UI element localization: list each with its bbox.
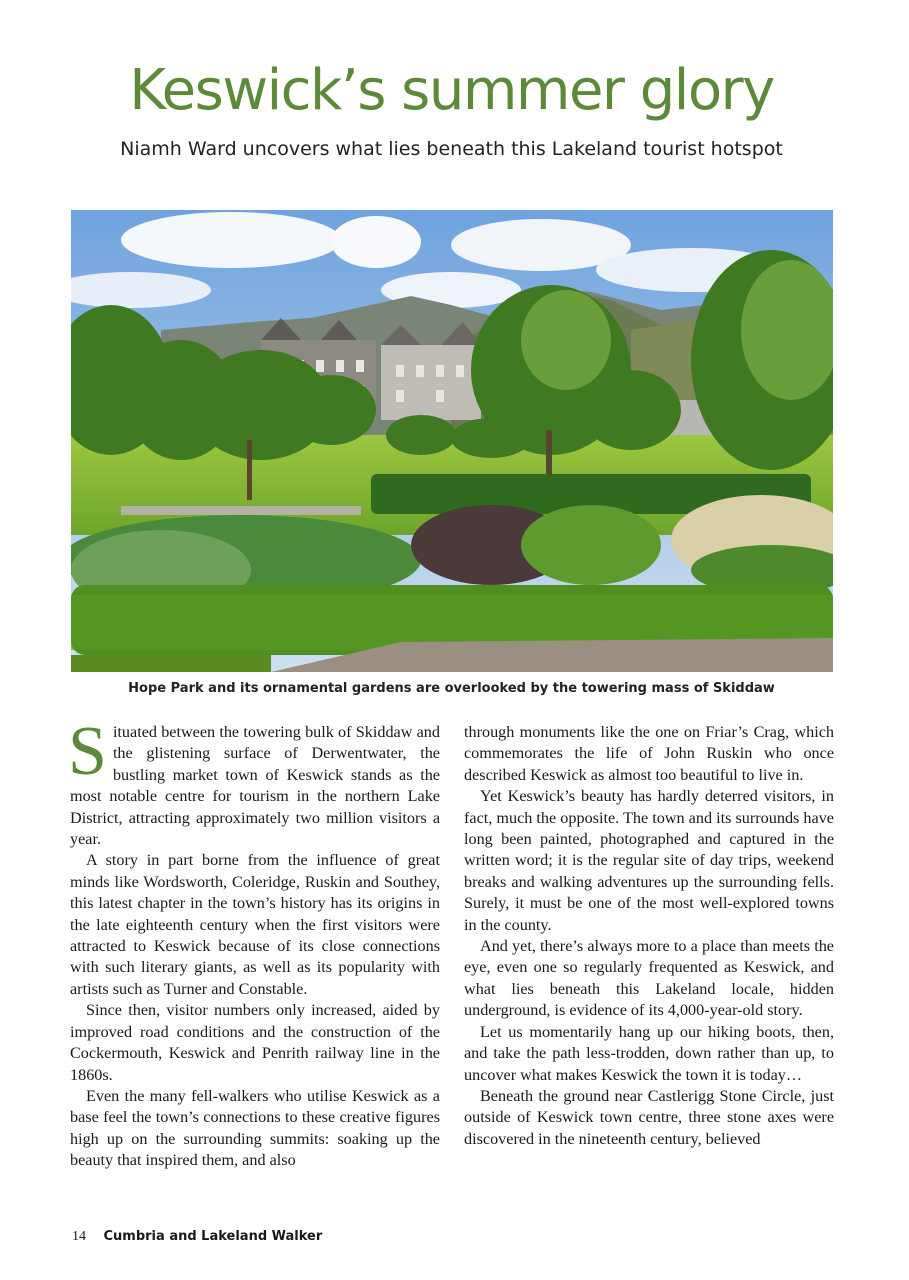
paragraph: through monuments like the one on Friar’s Crag, which commemorates the life of John Ruskin who once described Keswick as almost too beautiful to live in. <box>464 723 834 784</box>
paragraph: ituated between the towering bulk of Skiddaw and the glistening surface of Derwentwater, the bustling market town of Keswick stands as the most notable centre for tourism in the northern Lake District, attracting approximately two million visitors a year. <box>70 723 440 849</box>
article-subtitle: Niamh Ward uncovers what lies beneath this Lakeland tourist hotspot <box>120 138 783 160</box>
paragraph: Since then, visitor numbers only increased, aided by improved road conditions and the construction of the Cockermouth, Keswick and Penrith railway line in the 1860s. <box>70 1001 440 1084</box>
paragraph: Beneath the ground near Castlerigg Stone Circle, just outside of Keswick town centre, three stone axes were discovered in the nineteenth century, believed <box>464 1086 834 1148</box>
article-title: Keswick’s summer glory <box>129 58 774 123</box>
drop-cap: S <box>68 713 107 790</box>
paragraph: A story in part borne from the influence of great minds like Wordsworth, Coleridge, Ruskin and Southey, this latest chapter in the town’s history has its origins in the late eighteenth century when the first visitors were attracted to Keswick because of its close connections with such literary giants, as well as its popularity with artists such as Turner and Constable. <box>70 851 440 998</box>
article-column-left <box>68 713 440 1172</box>
page-footer <box>72 1229 322 1245</box>
hero-photo <box>71 210 833 672</box>
paragraph: Let us momentarily hang up our hiking boots, then, and take the path less-trodden, down rather than up, to uncover what makes Keswick the town it is today… <box>464 1022 834 1084</box>
photo-caption: Hope Park and its ornamental gardens are overlooked by the towering mass of Skiddaw <box>128 681 775 696</box>
paragraph: Even the many fell-walkers who utilise Keswick as a base feel the town’s connections to these creative figures high up on the surrounding summits: soaking up the beauty that inspired them, and also <box>70 1086 440 1170</box>
paragraph: Yet Keswick’s beauty has hardly deterred visitors, in fact, much the opposite. The town and its surrounds have long been painted, photographed and captured in the written word; it is the regular site of day trips, weekend breaks and walking adventures up the surrounding fells. Surely, it must be one of the most well-explored towns in the county. <box>464 787 834 934</box>
publication-name: Cumbria and Lakeland Walker <box>103 1229 323 1244</box>
paragraph: And yet, there’s always more to a place than meets the eye, even one so regularly frequented as Keswick, and what lies beneath this Lakeland locale, hidden underground, is evidence of its 4,000-year-old story. <box>464 937 834 1020</box>
article-column-right <box>464 722 834 1150</box>
page-number: 14 <box>72 1229 86 1244</box>
